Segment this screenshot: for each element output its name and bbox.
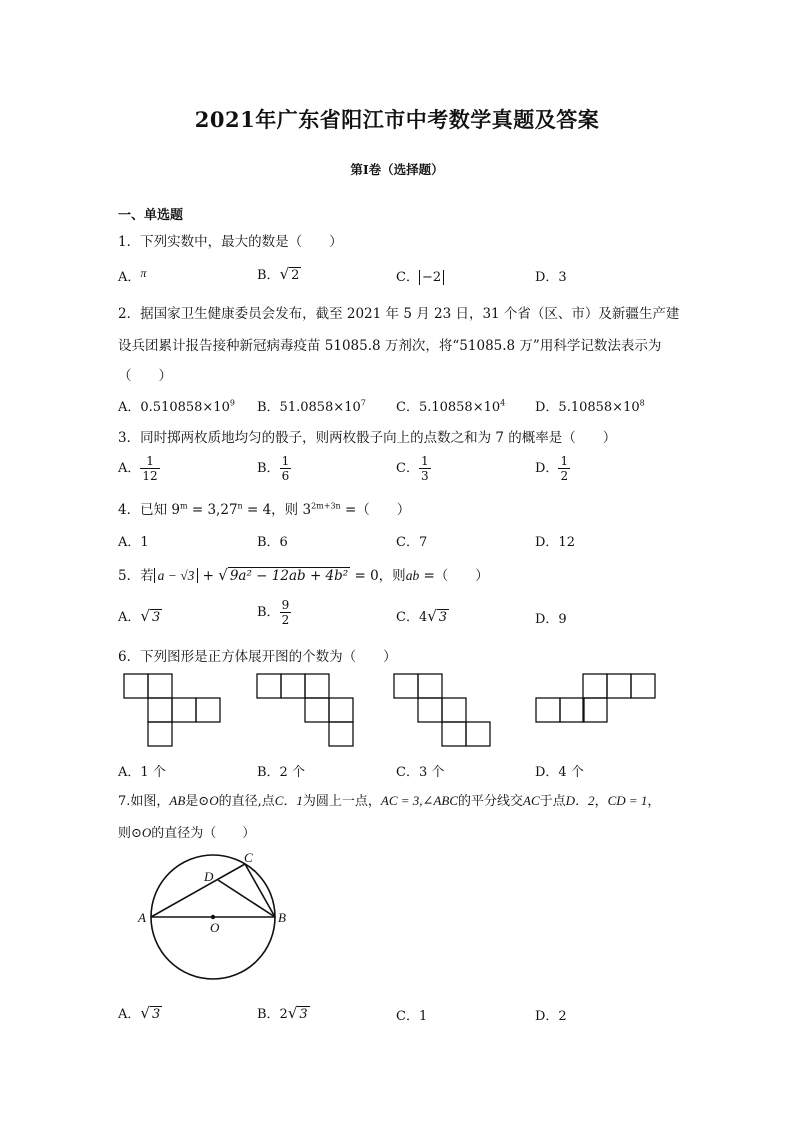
cube-net-1 [124, 674, 220, 746]
q5-option-a: A．√ 3 [118, 607, 161, 625]
q1-option-c: C． −2 [396, 266, 444, 285]
q2-stem-line1: 2．据国家卫生健康委员会发布，截至 2021 年 5 月 23 日，31 个省（区、市）及新疆生产建 [118, 306, 680, 322]
label-a: A [138, 910, 146, 925]
cube-net-3 [394, 674, 490, 746]
q1-option-a: A．π [118, 266, 147, 285]
q7-option-d: D．2 [535, 1009, 567, 1024]
q3-option-b: B． $\frac{1}{6}$ [257, 454, 290, 483]
q7-option-b: B．2√ 3 [257, 1004, 308, 1022]
q3-option-c: C． $\frac{1}{3}$ [396, 454, 429, 483]
page-title: 2021年广东省阳江市中考数学真题及答案 [194, 107, 600, 132]
q2-stem-line2: 设兵团累计报告接种新冠病毒疫苗 51085.8 万剂次，将“51085.8 万”用科学记数法表示为 [118, 338, 662, 354]
q2-option-a: A．$0.510858\times 10^9$ [118, 398, 235, 415]
paper-subtitle: 第Ⅰ卷（选择题） [350, 162, 444, 177]
q4-option-d: D．12 [535, 535, 575, 550]
q2-option-b: B．$51.0858\times 10^7$ [257, 398, 366, 415]
q6-option-c: C．3 个 [396, 765, 445, 780]
q4-option-c: C．7 [396, 535, 428, 550]
q7-option-c: C．1 [396, 1009, 428, 1024]
label-c: C [244, 850, 253, 865]
q2-option-c: C．$5.10858\times 10^4$ [396, 398, 506, 415]
q3-option-d: D． $\frac{1}{2}$ [535, 454, 569, 483]
chord-ac [151, 864, 245, 917]
cube-net-4 [536, 674, 655, 722]
q4-option-b: B．6 [257, 535, 288, 550]
q1-option-b: B．√ 2 [257, 265, 300, 283]
q1-stem: 1．下列实数中，最大的数是（ ） [118, 234, 343, 250]
q7-option-a: A．√ 3 [118, 1004, 161, 1022]
q1-option-d: D．3 [535, 270, 567, 285]
q6-option-b: B．2 个 [257, 765, 305, 780]
q6-stem: 6．下列图形是正方体展开图的个数为（ ） [118, 649, 397, 665]
label-d: D [204, 869, 214, 884]
label-b: B [278, 910, 286, 925]
q5-option-c: C．4√ 3 [396, 607, 448, 625]
chord-cb [245, 864, 275, 917]
q4-option-a: A．1 [118, 535, 149, 550]
center-point [211, 915, 215, 919]
label-o: O [210, 920, 220, 935]
q4-stem: 4．已知 $9^m = 3,27^n = 4$，则 $3^{2m+3n}$ =（ ） [118, 501, 411, 518]
cube-net-2 [257, 674, 353, 746]
q7-stem-line2: 则⊙O的直径为（ ） [118, 825, 256, 841]
section-heading: 一、单选题 [118, 208, 184, 223]
q2-stem-line3: （ ） [118, 368, 172, 384]
q5-option-d: D．9 [535, 612, 567, 627]
q7-stem-line1: 7.如图，AB是⊙O的直径,点C．1为圆上一点，AC = 3,∠ABC的平分线交AC于点D．2，CD = 1， [118, 793, 661, 809]
q2-option-d: D．$5.10858\times 10^8$ [535, 398, 645, 415]
q3-option-a: A． $\frac{1}{12}$ [118, 454, 158, 483]
q6-option-d: D．4 个 [535, 765, 584, 780]
q5-stem: 5．若 a − √3 + √ 9a² − 12ab + 4b² = 0，则ab =（ ） [118, 566, 489, 584]
q5-option-b: B． $\frac{9}{2}$ [257, 598, 290, 627]
q3-stem: 3．同时掷两枚质地均匀的骰子，则两枚骰子向上的点数之和为 7 的概率是（ ） [118, 430, 617, 446]
q6-option-a: A．1 个 [118, 765, 166, 780]
